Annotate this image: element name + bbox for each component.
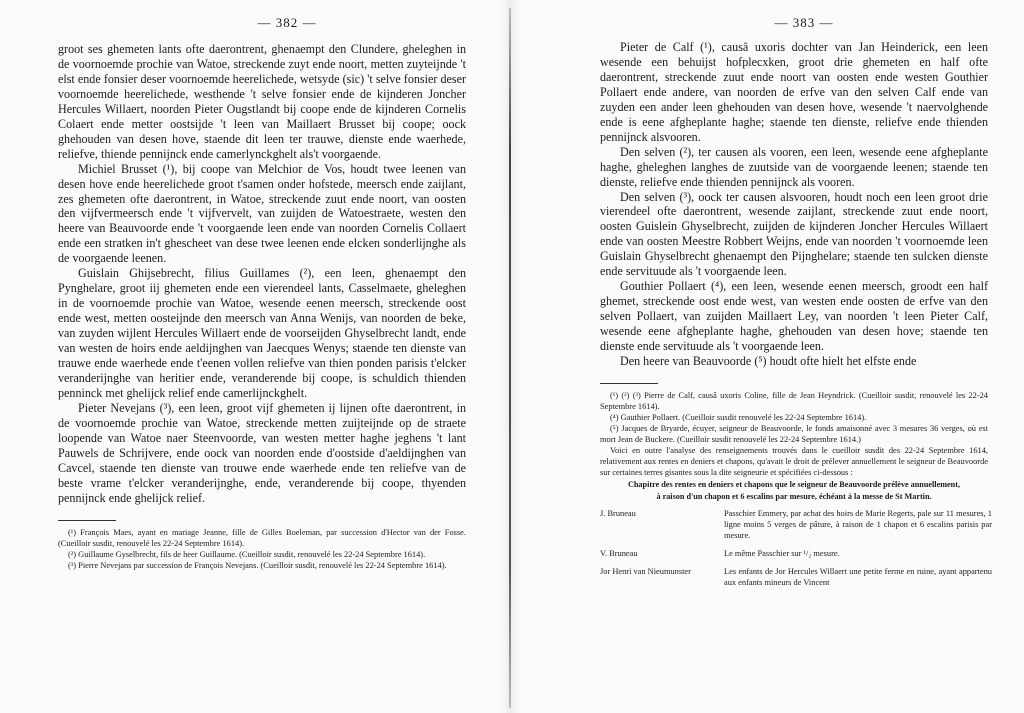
footnote: (³) Pierre Nevejans par succession de François Nevejans. (Cueilloir susdit, renouvelé les 22-24 Septembre 1614).	[68, 560, 447, 570]
census-entry: Passchier Emmery, par achat des hoirs de Marie Regerts, pale sur 11 mesures, 1 ligne moins 5 verges de pâture, à raison de 1 chapon et 6 escalins parisis par mesure.	[724, 508, 992, 540]
paragraph: Pieter Nevejans (³), een leen, groot vijf ghemeten ij lijnen ofte daerontrent, in de voornoemde prochie van Watoe, streckende metten zuijteijnde op de straete loopende van Watoe naer Steenvoorde, van westen metter haghe jeghens 't lant Pauwels de Schrijvere, ende oock van noorden ende d'oostside d'aeldijnghen van Cavcel, staende ten dienste van trouwe ende waerhede ende ten reliefve van de beste vrame t'elcker veranderijnghe, ende, veranderende bij coope, thyenden pennijnck ende ghelijck relief.	[58, 400, 466, 505]
paragraph: Den selven (³), oock ter causen alsvooren, houdt noch een leen groot drie vierendeel ofte daerontrent, wesende zaijlant, streckende zuut ende noort, oosten Guislein Ghyselbrecht, zuijden de kijnderen Joncher Hercules Willaert ende van oosten Meestre Robbert Weijns, ende van noorden 't voornoemde leen Guislain Ghyselbrecht ghenaempt den Pijnghelare; staende ten sulcken dienste ende servituude als 't voorgaende leen.	[600, 189, 988, 279]
page-number: — 383 —	[774, 15, 834, 30]
chapter-caption: à raison d'un chapon et 6 escalins par mesure, échéant à la messe de St Martin.	[656, 491, 932, 501]
table-row	[600, 508, 992, 548]
census-entry: Le même Passchier sur ¹/₂ mesure.	[724, 548, 840, 558]
footnote-rule	[58, 520, 116, 521]
table-row	[600, 566, 992, 595]
footnote: (¹) François Maes, ayant en mariage Jeanne, fille de Gilles Boeleman, par succession d'Hector van der Fosse. (Cueilloir susdit, renouvelé les 22-24 Septembre 1614).	[58, 527, 466, 548]
footnote: (²) Guillaume Gyselbrecht, fils de heer Guillaume. (Cueilloir susdit, renouvelé les 22-24 Septembre 1614).	[68, 549, 426, 559]
census-name: V. Bruneau	[600, 548, 638, 558]
paragraph: groot ses ghemeten lants ofte daerontrent, ghenaempt den Clundere, gheleghen in de voornoemde prochie van Watoe, streckende zuyt ende noort, metten zuyteijnde 't elst ende fonsier deser voornoemde heerelichede, wetsyde (sic) 't selve fonsier deser voornoemde heerelichede, westhende 't selve fonsier ende de kijnderen Joncher Hercules Willaert, noorden Pieter Ougstlandt bij coope ende de kijnderen Cornelis Colaert ende metter oostsijde 't leen van Maillaert Brusset bij coope; oock ghehouden van desen hove, staende dit leen ter trauwe, dienste ende waerhede, reliefve, thiende pennijnck ende camerlynckghelt als't voorgaende.	[58, 42, 466, 161]
footnote: (¹) (²) (³) Pierre de Calf, causâ uxoris Coline, fille de Jean Heyndrick. (Cueilloir susdit, renouvelé les 22-24 Septembre 1614).	[600, 390, 988, 411]
census-entry: Les enfants de Jor Hercules Willaert une petite ferme en ruine, ayant appartenu aux enfants mineurs de Vincent	[724, 566, 992, 587]
paragraph: Michiel Brusset (¹), bij coope van Melchior de Vos, houdt twee leenen van desen hove ende heerelichede groot t'samen onder hofstede, meersch ende zaijlant, zes ghemeten ofte daerontrent, in Watoe, streckende zuut ende noort, van oosten den vijfvermeersch ende 't vijfvervelt, van zuijden de Watoestraete, westen den heere van Beauvoorde ende 't voorgaende leen ende van noorden Cornelis Collaert ende een stratken in't ghescheet van dese twee leenen ende elcken sonderlijnghe als de voorgaende leenen.	[58, 161, 466, 266]
census-name: J. Bruneau	[600, 508, 636, 518]
left-page	[0, 0, 508, 713]
footnote: Voici en outre l'analyse des renseignements trouvés dans le cueilloir susdit des 22-24 Septembre 1614, relativement aux rentes en deniers et chapons, qu'avait le droit de prélever annuellement le seigneur de Beauvoorde sur certaines terres gisantes sous la dite seigneurie et spécifiées ci-dessous :	[600, 445, 988, 477]
right-page	[512, 0, 1024, 713]
paragraph: Gouthier Pollaert (⁴), een leen, wesende eenen meersch, groodt een half ghemet, streckende oost ende west, van westen ende oosten de erfve van den selven Pollaert, van zuijden Maillaert Ley, van noorden 't leen Pieter Calf, wesende eene afgheplante haghe, ghehouden van desen hove; staende ten dienste ende servituude als 't voorgaende leen.	[600, 279, 988, 354]
census-table	[600, 508, 992, 595]
book-gutter	[509, 8, 511, 708]
footnote: (⁵) Jacques de Bryarde, écuyer, seigneur de Beauvoorde, le fonds amaisonné avec 3 mesures 36 verges, où est mort Jean de Buckere. (Cueilloir susdit renouvelé les 22-24 Septembre 1614.)	[600, 423, 988, 444]
paragraph: Pieter de Calf (¹), causâ uxoris dochter van Jan Heinderick, een leen wesende een behuijst hofplecxken, groot drie ghemeten en half ofte daerontrent, streckende zuut ende noort van oosten ende westen Gouthier Pollaert ende andere, van noorden de erfve van den selven Calf ende van zuyden een ander leen ghehouden van desen hove, wesende 't naervolghende ende is eene afgheplante haghe; staende ten dienste, reliefve ende thienden pennijnck alsvooren.	[600, 40, 988, 144]
paragraph: Den heere van Beauvoorde (⁵) houdt ofte hielt het elfste ende	[620, 354, 917, 369]
page-number: — 382 —	[257, 15, 317, 30]
footnote: (⁴) Gauthier Pollaert. (Cueilloir susdit renouvelé les 22-24 Septembre 1614).	[610, 412, 867, 422]
paragraph: Guislain Ghijsebrecht, filius Guillames (²), een leen, ghenaempt den Pynghelare, groot iij ghemeten ende een vierendeel lants, Casselmaete, gheleghen in de voornoemde prochie van Watoe, wesende eenen meersch, streckende oost ende west, metten oosteijnde den meersch van Anna Wenijs, van noorden de beke, van zuyden wijlent Hercules Willaert ende de voorseijden Ghyselbrecht landt, ende van westen de hoirs ende aeldijnghen van Jaecques Wenys; staende ten dienste van trauwe ende waerhede ende t'eenen vollen reliefve van thien ponden parisis t'elcker veranderijnghe van heritier ende, veranderende bij coope, is schuldich thienden penninck met ghelijck relief ende camerlijnckghelt.	[58, 266, 466, 400]
paragraph: Den selven (²), ter causen als vooren, een leen, wesende eene afgheplante haghe, gheleghen langhes de zuutside van de voorgaende leenen; staende ten dienste, reliefve ende thienden pennijnck als vooren.	[600, 144, 988, 189]
footnote-rule	[600, 383, 658, 384]
chapter-caption: Chapitre des rentes en deniers et chapons que le seigneur de Beauvoorde prélève annuellement,	[627, 479, 961, 489]
table-row	[600, 548, 992, 566]
census-name: Jor Henri van Nieumunster	[600, 566, 691, 576]
